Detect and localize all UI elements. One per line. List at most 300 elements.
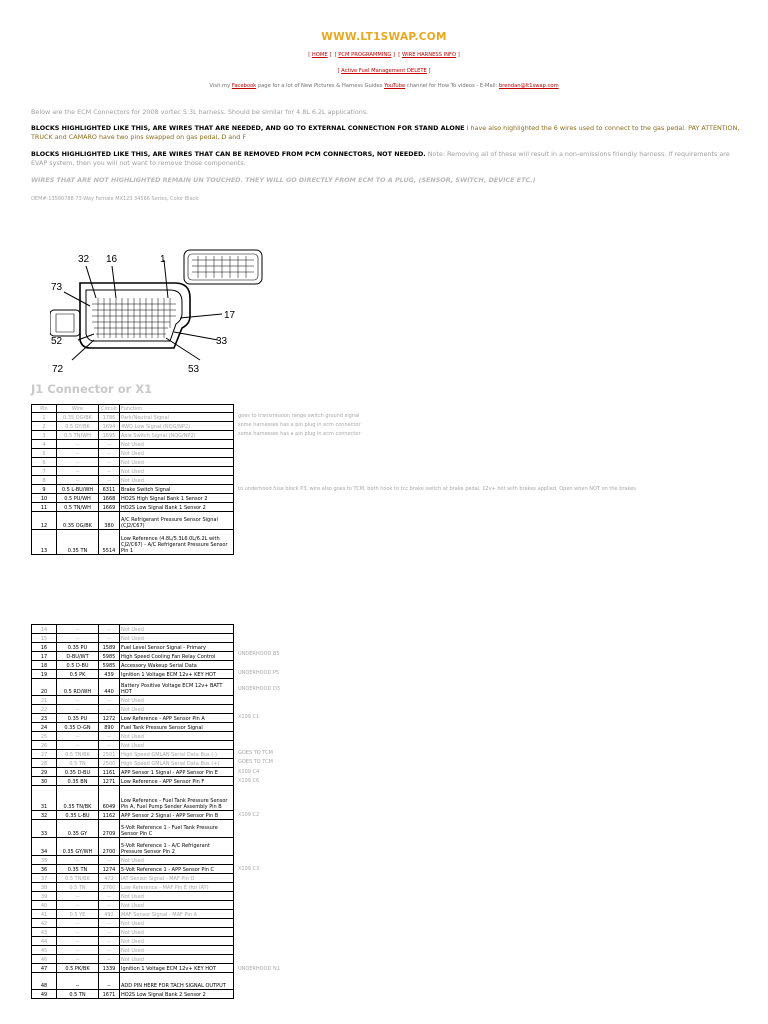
circuit-cell: 1271 — [99, 777, 120, 786]
pin-cell: 48 — [32, 973, 57, 990]
circuit-cell: -- — [99, 973, 120, 990]
circuit-cell: 380 — [99, 512, 120, 530]
function-cell: Not Used — [120, 928, 234, 937]
function-cell: Low Reference - MAF Pin E (for IAT) — [120, 883, 234, 892]
facebook-link[interactable]: Facebook — [231, 83, 257, 89]
pin-cell: 1 — [32, 413, 57, 422]
function-cell: APP Sensor 2 Signal - APP Sensor Pin B — [120, 811, 234, 820]
table-row — [32, 973, 234, 990]
table-row — [32, 937, 234, 946]
circuit-cell: -- — [99, 634, 120, 643]
wire-cell: -- — [57, 892, 99, 901]
circuit-cell: -- — [99, 705, 120, 714]
circuit-cell: 1272 — [99, 714, 120, 723]
table-row — [32, 901, 234, 910]
table-row — [32, 679, 234, 696]
nav-row-2: [ Active Fuel Management DELETE ] — [337, 68, 431, 74]
pin-label-73: 73 — [51, 282, 63, 293]
pin-cell: 39 — [32, 892, 57, 901]
pin-note: X109 C1 — [238, 713, 260, 720]
circuit-cell: -- — [99, 625, 120, 634]
pin-cell: 42 — [32, 919, 57, 928]
pin-cell: 24 — [32, 723, 57, 732]
function-cell: Low Reference - APP Sensor Pin A — [120, 714, 234, 723]
visit-text-3: channel for How To videos - E-Mail: — [405, 83, 499, 89]
pin-note: X109 C2 — [238, 811, 260, 818]
circuit-cell: 2709 — [99, 820, 120, 838]
table-row — [32, 838, 234, 856]
intro-line: Below are the ECM Connectors for 2008 vortec 5.3L harness. Should be similar for 4.8L 6.2L applications. — [31, 108, 369, 116]
function-cell: Not Used — [120, 467, 234, 476]
pin-cell: 37 — [32, 874, 57, 883]
circuit-cell: 440 — [99, 679, 120, 696]
wire-cell: -- — [57, 955, 99, 964]
circuit-cell: 1786 — [99, 413, 120, 422]
pin-table-2 — [31, 624, 234, 999]
table-row — [32, 634, 234, 643]
circuit-cell: 6311 — [99, 485, 120, 494]
wire-cell: -- — [57, 732, 99, 741]
function-cell: Not Used — [120, 476, 234, 485]
wire-cell: -- — [57, 440, 99, 449]
visit-line — [0, 83, 768, 89]
circuit-cell: 472 — [99, 874, 120, 883]
circuit-cell: -- — [99, 856, 120, 865]
table-row — [32, 449, 234, 458]
site-title[interactable]: WWW.LT1SWAP.COM — [321, 31, 447, 43]
pin-note: some harnesses has a pin plug in ecm connector — [238, 422, 361, 429]
header-cell: Pin — [32, 405, 57, 413]
circuit-cell: 492 — [99, 910, 120, 919]
function-cell: Low Reference (4.8L/5.3L6.0L/6.2L with CJ2/C67) - A/C Refrigerant Pressure Sensor Pin 1 — [120, 530, 234, 555]
removable-wires-heading: BLOCKS HIGHLIGHTED LIKE THIS, ARE WIRES THAT CAN BE REMOVED FROM PCM CONNECTORS, NOT NEEDED. — [31, 150, 426, 158]
circuit-cell: 5985 — [99, 652, 120, 661]
function-cell: ADD PIN HERE FOR TACH SIGNAL OUTPUT — [120, 973, 234, 990]
function-cell: Not Used — [120, 705, 234, 714]
pin-cell: 49 — [32, 990, 57, 999]
pin-label-52: 52 — [51, 336, 63, 347]
circuit-cell: 439 — [99, 670, 120, 679]
circuit-cell: 6049 — [99, 786, 120, 811]
pin-note: UNDERHOOD P5 — [238, 669, 280, 676]
wire-cell: D-BU/WT — [57, 652, 99, 661]
function-cell: Not Used — [120, 449, 234, 458]
connector-diagram — [50, 248, 270, 376]
table-row — [32, 777, 234, 786]
table-row — [32, 643, 234, 652]
pin-cell: 34 — [32, 838, 57, 856]
pin-label-53: 53 — [188, 364, 200, 375]
function-cell: High Speed GMLAN Serial Data Bus (+) — [120, 759, 234, 768]
untouched-wires-note: WIRES THAT ARE NOT HIGHLIGHTED REMAIN UN TOUCHED. THEY WILL GO DIRECTLY FROM ECM TO A PLUG, (SENSOR, SWITCH, DEVICE ETC.) — [31, 176, 536, 184]
table-row — [32, 820, 234, 838]
function-cell: Not Used — [120, 732, 234, 741]
pin-note: to underhood fuse block P3, wire also goes to TCM, both hook to tcc brake switch at brake pedal, 12v+ hot with brakes applied. Open when NOT on the brakes. — [238, 485, 638, 492]
wire-cell: 0.5 YE — [57, 910, 99, 919]
wire-cell: 0.5 PK/BK — [57, 964, 99, 973]
circuit-cell: 1274 — [99, 865, 120, 874]
function-cell: Not Used — [120, 696, 234, 705]
table-row — [32, 732, 234, 741]
circuit-cell: 1162 — [99, 811, 120, 820]
visit-text-2: page for a lot of New Pictures & Harness Guides — [256, 83, 385, 89]
wire-cell: -- — [57, 937, 99, 946]
table-row — [32, 494, 234, 503]
table-row — [32, 625, 234, 634]
wire-cell: 0.5 TN/BK — [57, 874, 99, 883]
circuit-cell: -- — [99, 937, 120, 946]
function-cell: Low Reference - APP Sensor Pin F — [120, 777, 234, 786]
circuit-cell: -- — [99, 476, 120, 485]
wire-cell: -- — [57, 696, 99, 705]
wire-cell: -- — [57, 928, 99, 937]
pin-cell: 40 — [32, 901, 57, 910]
table-header-row — [32, 405, 234, 413]
email-link[interactable]: brendan@lt1swap.com — [499, 83, 559, 89]
pin-cell: 25 — [32, 732, 57, 741]
pin-cell: 47 — [32, 964, 57, 973]
wire-cell: 0.5 TN — [57, 883, 99, 892]
function-cell: Not Used — [120, 946, 234, 955]
wire-cell: 0.35 TN — [57, 530, 99, 555]
circuit-cell: 5514 — [99, 530, 120, 555]
pin-cell: 5 — [32, 449, 57, 458]
pin-cell: 17 — [32, 652, 57, 661]
circuit-cell: 1161 — [99, 768, 120, 777]
pin-cell: 43 — [32, 928, 57, 937]
pin-cell: 19 — [32, 670, 57, 679]
table-row — [32, 928, 234, 937]
table-row — [32, 422, 234, 431]
function-cell: Not Used — [120, 625, 234, 634]
wire-cell: 0.5 TN — [57, 759, 99, 768]
circuit-cell: -- — [99, 732, 120, 741]
function-cell: HO2S Low Signal Bank 2 Sensor 2 — [120, 990, 234, 999]
function-cell: 4WD Low Signal (NQG/NP2) — [120, 422, 234, 431]
table-row — [32, 530, 234, 555]
pin-cell: 41 — [32, 910, 57, 919]
function-cell: Ignition 1 Voltage ECM 12v+ KEY HOT — [120, 964, 234, 973]
connector-title: J1 Connector or X1 — [31, 382, 153, 396]
wire-cell: -- — [57, 625, 99, 634]
circuit-cell: 1694 — [99, 422, 120, 431]
circuit-cell: 890 — [99, 723, 120, 732]
table-row — [32, 661, 234, 670]
wire-cell: 0.35 OG/BK — [57, 413, 99, 422]
removable-wires-text: Note: Removing all of these will result in a non-emissions friendly harness. If requirements are EVAP system, then you will not want to remove those components. — [31, 150, 730, 167]
pin-cell: 11 — [32, 503, 57, 512]
header-cell: Circuit — [99, 405, 120, 413]
wire-cell: -- — [57, 467, 99, 476]
pin-cell: 33 — [32, 820, 57, 838]
wire-cell: 0.35 GY — [57, 820, 99, 838]
table-row — [32, 705, 234, 714]
function-cell: A/C Refrigerant Pressure Sensor Signal (CJ2/C67) — [120, 512, 234, 530]
wire-cell: -- — [57, 919, 99, 928]
function-cell: Battery Positive Voltage ECM 12v+ BATT HOT — [120, 679, 234, 696]
function-cell: HO2S High Signal Bank 1 Sensor 2 — [120, 494, 234, 503]
nav-link-home[interactable]: HOME — [311, 52, 328, 58]
pin-note: UNDERHOOD N1 — [238, 966, 280, 973]
circuit-cell: 2501 — [99, 750, 120, 759]
wire-cell: 0.35 PU — [57, 643, 99, 652]
wire-cell: 0.35 PU — [57, 714, 99, 723]
circuit-cell: -- — [99, 928, 120, 937]
wire-cell: -- — [57, 856, 99, 865]
pin-cell: 3 — [32, 431, 57, 440]
wire-cell: 0.5 RD/WH — [57, 679, 99, 696]
pin-note: some harnesses has a pin plug in ecm connector — [238, 431, 361, 438]
table-row — [32, 458, 234, 467]
table-row — [32, 768, 234, 777]
circuit-cell: 5985 — [99, 661, 120, 670]
pin-note: X109 C6 — [238, 777, 260, 784]
circuit-cell: 1668 — [99, 494, 120, 503]
function-cell: 5-Volt Reference 1 - Fuel Tank Pressure Sensor Pin C — [120, 820, 234, 838]
nav-link-wire-harness-info[interactable]: WIRE HARNESS INFO — [401, 52, 457, 58]
circuit-cell: 1339 — [99, 964, 120, 973]
table-row — [32, 512, 234, 530]
youtube-link[interactable]: YouTube — [384, 83, 406, 89]
table-row — [32, 919, 234, 928]
wire-cell: 0.35 BN — [57, 777, 99, 786]
pin-note: GOES TO TCM — [238, 759, 273, 766]
pin-note: X109 C3 — [238, 866, 260, 873]
needed-wires-note — [31, 124, 743, 141]
table-row — [32, 723, 234, 732]
wire-cell: 0.35 D-BU — [57, 768, 99, 777]
header-cell: Function — [120, 405, 234, 413]
wire-cell: 0.5 L-BU/WH — [57, 485, 99, 494]
table-row — [32, 865, 234, 874]
function-cell: 5-Volt Reference 1 - APP Sensor Pin C — [120, 865, 234, 874]
wire-cell: 0.35 TN/BK — [57, 786, 99, 811]
nav-link-afm-delete[interactable]: Active Fuel Management DELETE — [341, 68, 427, 74]
circuit-cell: -- — [99, 458, 120, 467]
function-cell: Not Used — [120, 634, 234, 643]
wire-cell: 0.5 TN/WH — [57, 431, 99, 440]
table-row — [32, 485, 234, 494]
function-cell: Park/Neutral Signal — [120, 413, 234, 422]
needed-wires-heading: BLOCKS HIGHLIGHTED LIKE THIS, ARE WIRES THAT ARE NEEDED, AND GO TO EXTERNAL CONNECTION FOR STAND ALONE — [31, 124, 465, 132]
wire-cell: 0.35 OG/BK — [57, 512, 99, 530]
circuit-cell: 2760 — [99, 883, 120, 892]
wire-cell: 0.5 GY/BK — [57, 422, 99, 431]
table-row — [32, 786, 234, 811]
pin-table-1 — [31, 404, 234, 555]
pin-label-17: 17 — [224, 310, 236, 321]
wire-cell: 0.5 TN — [57, 990, 99, 999]
table-row — [32, 652, 234, 661]
pin-cell: 38 — [32, 883, 57, 892]
wire-cell: 0.5 PK — [57, 670, 99, 679]
table-row — [32, 990, 234, 999]
pin-cell: 36 — [32, 865, 57, 874]
wire-cell: 0.35 L-BU — [57, 811, 99, 820]
function-cell: APP Sensor 1 Signal - APP Sensor Pin E — [120, 768, 234, 777]
wire-cell: -- — [57, 449, 99, 458]
pin-label-33: 33 — [216, 336, 228, 347]
pin-note: X109 C4 — [238, 768, 260, 775]
header-cell: Wire — [57, 405, 99, 413]
table-row — [32, 440, 234, 449]
function-cell: HO2S Low Signal Bank 1 Sensor 2 — [120, 503, 234, 512]
pin-cell: 12 — [32, 512, 57, 530]
circuit-cell: -- — [99, 467, 120, 476]
circuit-cell: 2500 — [99, 759, 120, 768]
wire-cell: 0.35 TN — [57, 865, 99, 874]
pin-cell: 18 — [32, 661, 57, 670]
table-row — [32, 874, 234, 883]
function-cell: Ignition 1 Voltage ECM 12v+ KEY HOT — [120, 670, 234, 679]
table-row — [32, 964, 234, 973]
pin-note: GOES TO TCM — [238, 750, 273, 757]
table-row — [32, 750, 234, 759]
circuit-cell: -- — [99, 919, 120, 928]
pin-cell: 46 — [32, 955, 57, 964]
pin-label-16: 16 — [106, 254, 118, 265]
function-cell: Not Used — [120, 937, 234, 946]
table-row — [32, 955, 234, 964]
nav-row-1: [ HOME ] [ PCM PROGRAMMING ] [ WIRE HARNESS INFO ] — [308, 52, 460, 58]
pin-cell: 13 — [32, 530, 57, 555]
table-row — [32, 696, 234, 705]
pin-cell: 22 — [32, 705, 57, 714]
table-row — [32, 856, 234, 865]
pin-cell: 45 — [32, 946, 57, 955]
pin-cell: 31 — [32, 786, 57, 811]
table-row — [32, 892, 234, 901]
pin-label-1: 1 — [160, 254, 166, 265]
pin-cell: 8 — [32, 476, 57, 485]
table-row — [32, 883, 234, 892]
wire-cell: 0.35 D-GN — [57, 723, 99, 732]
pin-cell: 16 — [32, 643, 57, 652]
visit-text-1: Visit my — [209, 83, 232, 89]
circuit-cell: 1695 — [99, 431, 120, 440]
wire-cell: 0.35 GY/WH — [57, 838, 99, 856]
circuit-cell: -- — [99, 946, 120, 955]
function-cell: Not Used — [120, 856, 234, 865]
wire-cell: -- — [57, 901, 99, 910]
circuit-cell: -- — [99, 892, 120, 901]
table-row — [32, 670, 234, 679]
circuit-cell: 2700 — [99, 838, 120, 856]
pin-note: UNDERHOOD D3 — [238, 685, 280, 692]
table-row — [32, 467, 234, 476]
pin-label-32: 32 — [78, 254, 90, 265]
function-cell: Brake Switch Signal — [120, 485, 234, 494]
wire-cell: -- — [57, 458, 99, 467]
wire-cell: 0.5 TN/WH — [57, 503, 99, 512]
table-row — [32, 413, 234, 422]
table-row — [32, 759, 234, 768]
function-cell: Fuel Level Sensor Signal - Primary — [120, 643, 234, 652]
oem-part-number: OEM#:13580788 73-Way Female MX123 34566 Series, Color Black — [31, 196, 199, 202]
pin-cell: 32 — [32, 811, 57, 820]
wire-cell: -- — [57, 476, 99, 485]
pin-cell: 20 — [32, 679, 57, 696]
function-cell: Fuel Tank Pressure Sensor Signal — [120, 723, 234, 732]
table-row — [32, 946, 234, 955]
pin-note: goes to transmission range switch ground signal — [238, 413, 360, 419]
table-row — [32, 811, 234, 820]
nav-link-pcm-programming[interactable]: PCM PROGRAMMING — [338, 52, 392, 58]
pin-note: UNDERHOOD B5 — [238, 651, 280, 658]
function-cell: Low Reference - Fuel Tank Pressure Sensor Pin A, Fuel Pump Sender Assembly Pin B — [120, 786, 234, 811]
pin-cell: 30 — [32, 777, 57, 786]
function-cell: Not Used — [120, 919, 234, 928]
circuit-cell: -- — [99, 449, 120, 458]
function-cell: Not Used — [120, 440, 234, 449]
wire-cell: -- — [57, 946, 99, 955]
circuit-cell: -- — [99, 741, 120, 750]
table-row — [32, 503, 234, 512]
pin-cell: 2 — [32, 422, 57, 431]
pin-cell: 15 — [32, 634, 57, 643]
table-row — [32, 741, 234, 750]
pin-cell: 14 — [32, 625, 57, 634]
circuit-cell: -- — [99, 440, 120, 449]
circuit-cell: -- — [99, 955, 120, 964]
pin-cell: 27 — [32, 750, 57, 759]
function-cell: 5-Volt Reference 1 - A/C Refrigerant Pressure Sensor Pin 2 — [120, 838, 234, 856]
pin-cell: 29 — [32, 768, 57, 777]
needed-wires-text: I have also highlighted the 6 wires used to connect to the gas pedal. PAY ATTENTION, TRUCK and CAMARO have two pins swapped on gas pedal, D and F — [31, 124, 740, 141]
function-cell: High Speed GMLAN Serial Data Bus (-) — [120, 750, 234, 759]
function-cell: Not Used — [120, 955, 234, 964]
function-cell: High Speed Cooling Fan Relay Control — [120, 652, 234, 661]
pin-cell: 28 — [32, 759, 57, 768]
pin-cell: 44 — [32, 937, 57, 946]
wire-cell: -- — [57, 741, 99, 750]
pin-cell: 7 — [32, 467, 57, 476]
function-cell: Not Used — [120, 741, 234, 750]
table-row — [32, 910, 234, 919]
function-cell: Axle Switch Signal (NQG/NP2) — [120, 431, 234, 440]
pin-cell: 4 — [32, 440, 57, 449]
table-row — [32, 476, 234, 485]
pin-cell: 9 — [32, 485, 57, 494]
wire-cell: -- — [57, 634, 99, 643]
function-cell: Not Used — [120, 892, 234, 901]
wire-cell: 0.5 PU/WH — [57, 494, 99, 503]
pin-cell: 21 — [32, 696, 57, 705]
function-cell: Not Used — [120, 901, 234, 910]
wire-cell: 0.5 D-BU — [57, 661, 99, 670]
pin-cell: 23 — [32, 714, 57, 723]
wire-cell: -- — [57, 705, 99, 714]
circuit-cell: 1589 — [99, 643, 120, 652]
table-row — [32, 431, 234, 440]
removable-wires-note — [31, 150, 743, 167]
pin-cell: 35 — [32, 856, 57, 865]
circuit-cell: 1671 — [99, 990, 120, 999]
circuit-cell: 1669 — [99, 503, 120, 512]
table-row — [32, 714, 234, 723]
function-cell: MAF Sensor Signal - MAF Pin A — [120, 910, 234, 919]
pin-cell: 26 — [32, 741, 57, 750]
function-cell: Accessory Wakeup Serial Data — [120, 661, 234, 670]
circuit-cell: -- — [99, 901, 120, 910]
circuit-cell: -- — [99, 696, 120, 705]
pin-label-72: 72 — [52, 364, 64, 375]
pin-cell: 10 — [32, 494, 57, 503]
function-cell: Not Used — [120, 458, 234, 467]
function-cell: IAT Sensor Signal - MAF Pin D — [120, 874, 234, 883]
wire-cell: 0.5 TN/BK — [57, 750, 99, 759]
wire-cell: -- — [57, 973, 99, 990]
